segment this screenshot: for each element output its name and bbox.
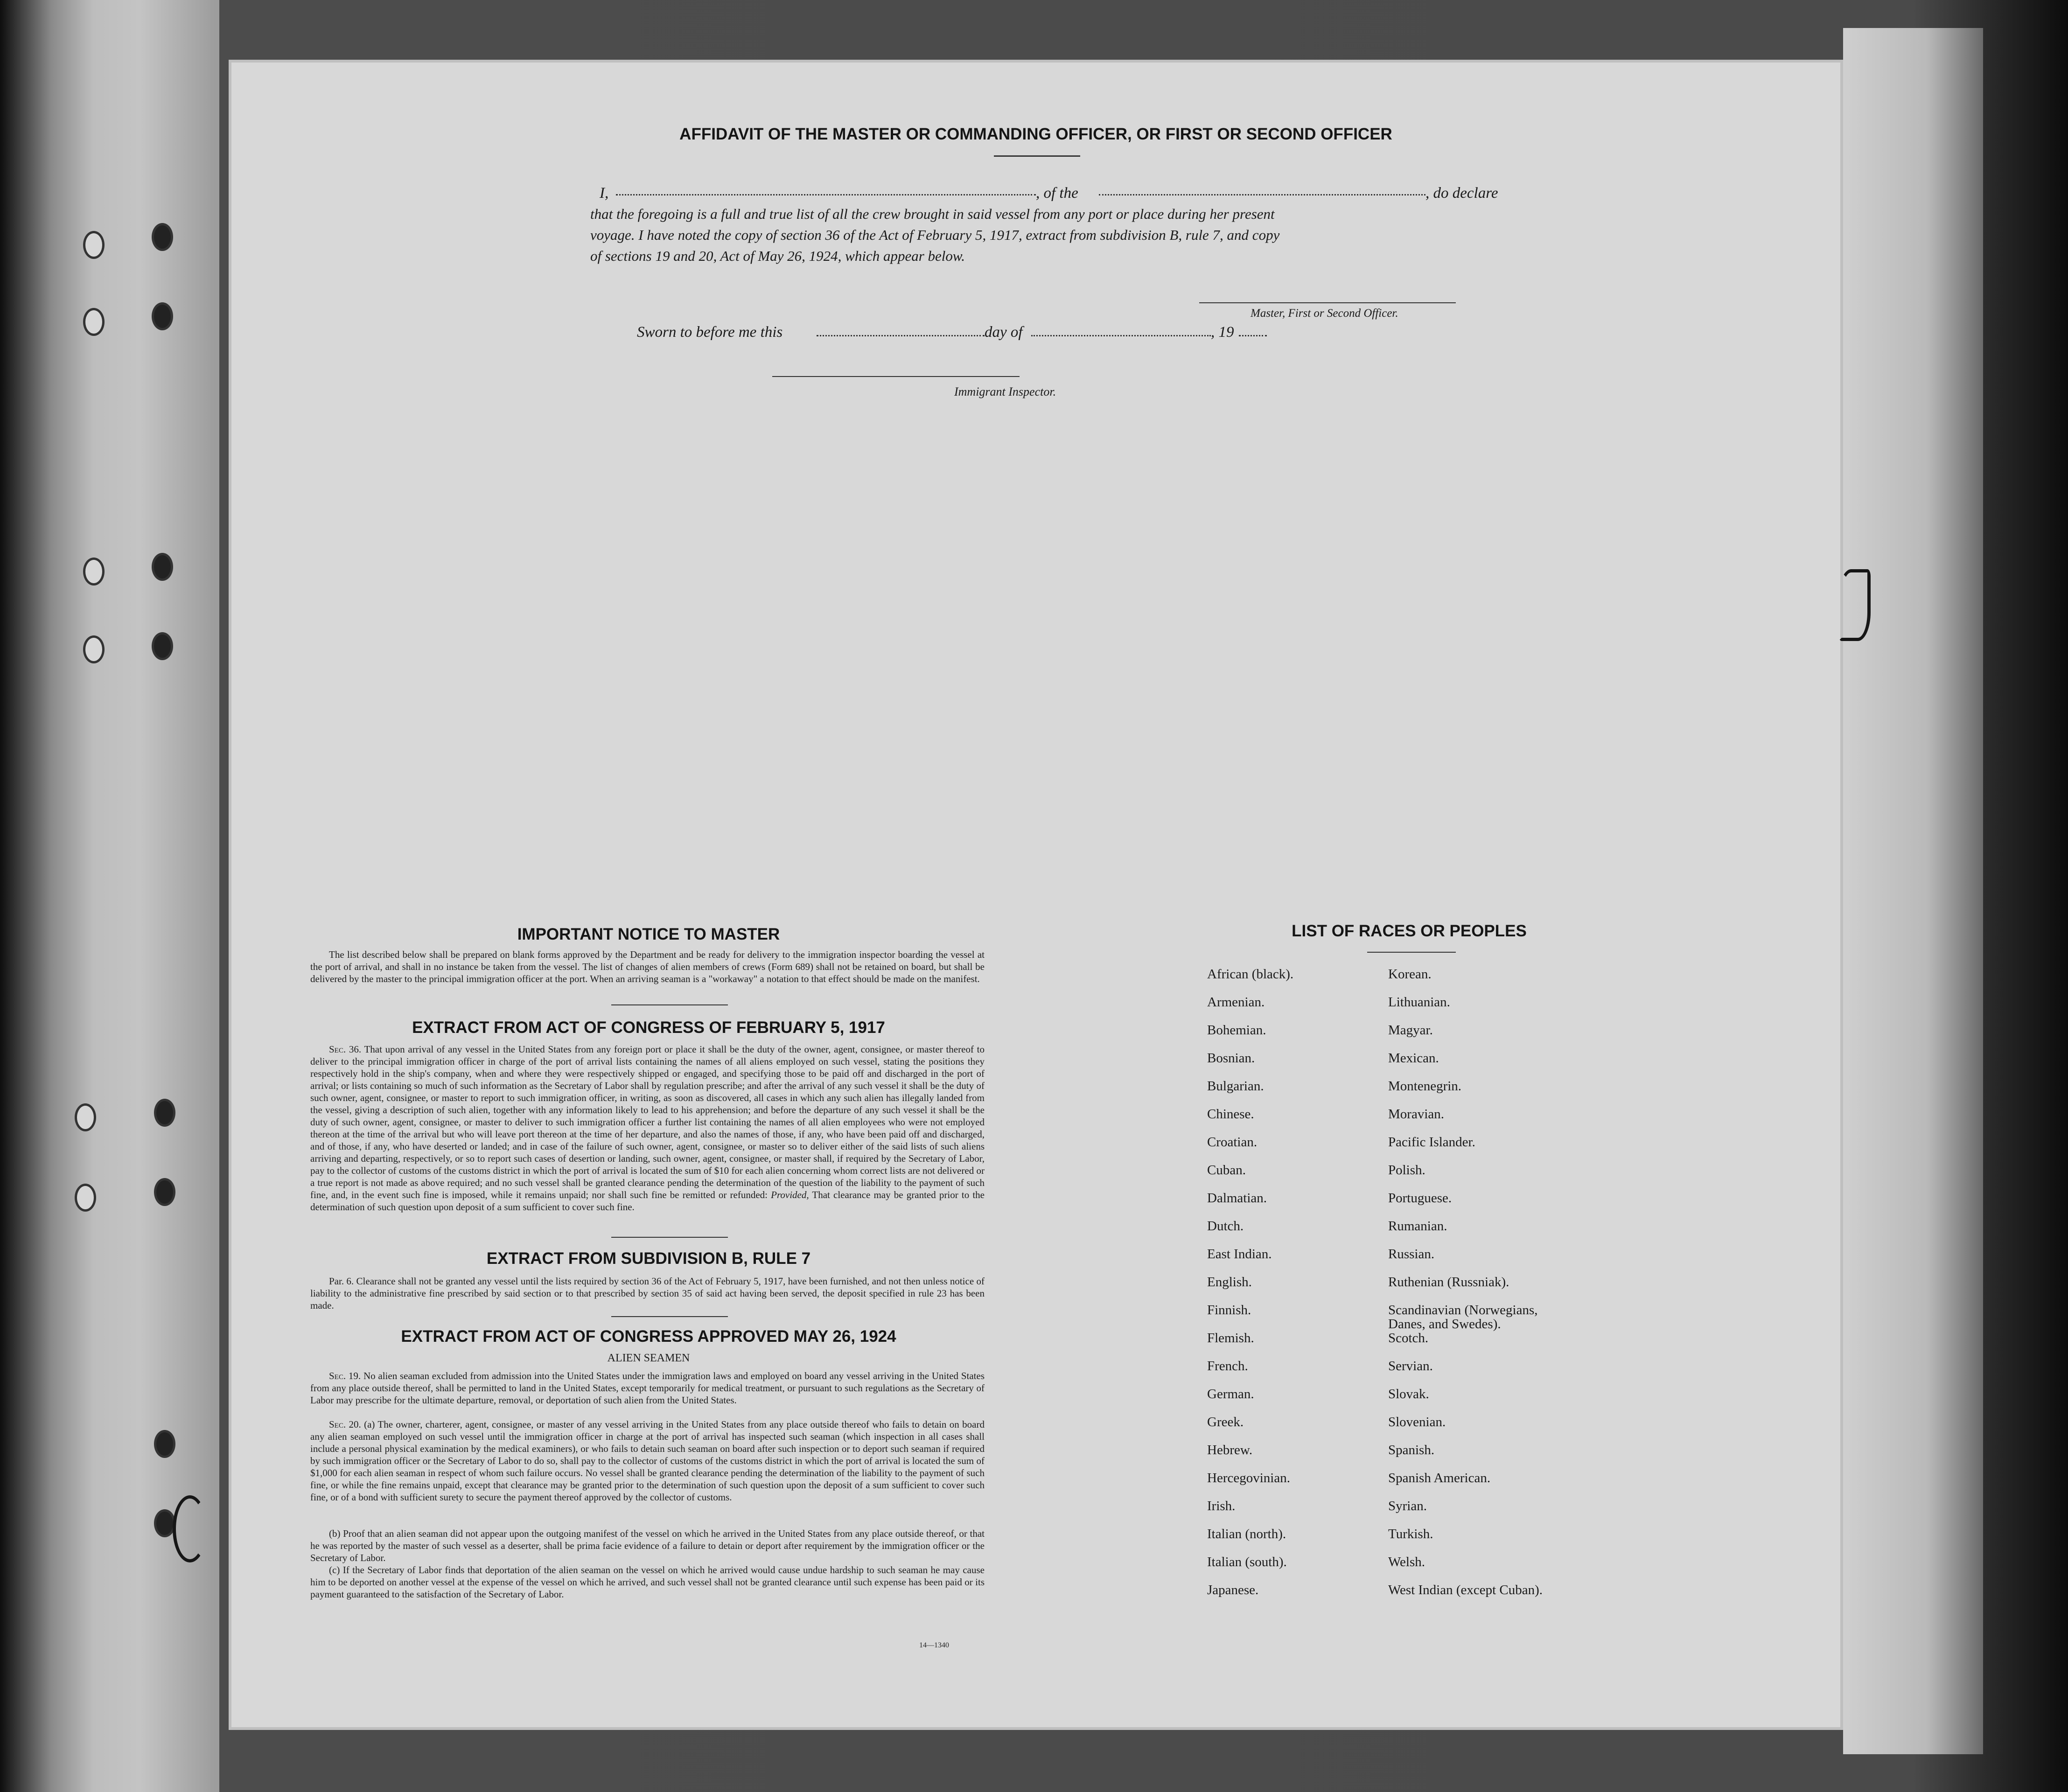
race-item: Japanese. [1207,1583,1259,1597]
divider [611,1004,728,1005]
race-item: Ruthenian (Russniak). [1388,1275,1509,1290]
race-item: French. [1207,1359,1248,1374]
race-item: Spanish American. [1388,1471,1491,1485]
name-blank [616,194,1036,195]
divider [611,1316,728,1317]
sworn-month-blank [1031,335,1211,336]
race-item: Chinese. [1207,1107,1254,1122]
proviso-text: That clearance may be granted prior to the determination of such question upon deposit of a sum sufficient to cover such fine. [310,1189,985,1213]
section-19-text: No alien seaman excluded from admission into the United States under the immigration laws and employed on board any vessel arriving in the United States from any place outside thereof, shall be permitted to land in the United States, except temporarily for medical treatment, or pursuant to such regulations as the Secretary of Labor may prescribe for the ultimate departure, removal, or deportation of such alien from the United States. [310,1370,985,1406]
sworn-day-label: day of [985,324,1023,341]
sworn-year-blank [1239,335,1267,336]
binder-hole [75,1103,96,1131]
race-item: Montenegrin. [1388,1079,1462,1094]
binder-hole [75,1184,96,1212]
race-item: Finnish. [1207,1303,1251,1318]
race-item: Slovenian. [1388,1415,1446,1429]
race-item: West Indian (except Cuban). [1388,1583,1543,1597]
race-item: Moravian. [1388,1107,1444,1122]
races-title: LIST OF RACES OR PEOPLES [1292,922,1527,940]
race-item: Korean. [1388,967,1432,982]
rule7-body: Par. 6. Clearance shall not be granted any vessel until the lists required by section 36 of the Act of February 5, 1917, have been furnished, and not then unless notice of liability to the administrative fine prescribed by said section or to that prescribed by section 35 of said act having been served, the deposit specified in rule 23 has been made. [310,1276,985,1311]
section-label: Sec. 36. [329,1044,362,1055]
race-item: Lithuanian. [1388,995,1450,1010]
race-item: Scotch. [1388,1331,1429,1346]
race-item: East Indian. [1207,1247,1272,1262]
affidavit-line1-end: , do declare [1425,185,1498,202]
race-item: Scandinavian (Norwegians, Danes, and Swedes). [1388,1303,1538,1332]
extract-1924-title: EXTRACT FROM ACT OF CONGRESS APPROVED MAY 26, 1924 [401,1327,896,1346]
race-item: Bulgarian. [1207,1079,1264,1094]
binder-hole [83,558,105,586]
divider [994,155,1080,157]
race-item: German. [1207,1387,1254,1402]
binder-hole [83,231,105,259]
pen-mark [1838,569,1871,641]
binder-hole [152,223,173,251]
extract-1917-body [310,1043,985,1213]
inspector-line [772,376,1020,377]
binder-hole [83,308,105,336]
pen-mark [173,1495,207,1562]
race-item: Servian. [1388,1359,1433,1374]
binder-hole [154,1178,175,1206]
race-item: Dalmatian. [1207,1191,1267,1206]
divider [1367,952,1456,953]
race-item: Flemish. [1207,1331,1254,1346]
race-item: Syrian. [1388,1499,1427,1513]
race-item: English. [1207,1275,1252,1290]
section-36-text: That upon arrival of any vessel in the United States from any foreign port or place it shall be the duty of the owner, agent, consignee, or master thereof to deliver to the principal immigration officer in charge of the port of arrival lists containing the names of all aliens employed on such vessel, stating the positions they respectively hold in the ship's company, when and where they were respectively shipped or engaged, and specifying those to be paid off and discharged in the port of arrival; or lists containing so much of such information as the Secretary of Labor shall by regulation prescribe; and after the arrival of any such vessel it shall be the duty of such owner, agent, consignee, or master to report to such immigration officer, in writing, as soon as discovered, all cases in which any such alien has illegally landed from the vessel, giving a description of such alien, together with any information likely to lead to his apprehension; and before the departure of any such vessel it shall be the duty of such owner, agent, consignee, or master to deliver to such immigration officer a further list containing the names of all alien employees who were not employed thereon at the time of the arrival but who will leave port thereon at the time of her departure, and also the names of those, if any, who have been paid off and discharged, and of those, if any, who have deserted or landed; and in case of the failure of such owner, agent, consignee, or master so to deliver either of the said lists of such aliens arriving and departing, respectively, or so to report such cases of desertion or landing, such owner, agent, consignee, or master shall, if required by the Secretary of Labor, pay to the collector of customs of the customs district in which the port of arrival is located the sum of $10 for each alien concerning whom correct lists are not delivered or a true report is not made as above required; and no such vessel shall be granted clearance pending the determination of the question of the liability to the payment of such fine, and, in the event such fine is imposed, while it remains unpaid; nor shall such fine be remitted or refunded: [310,1044,985,1200]
binder-hole [83,635,105,663]
section-20a-text: (a) The owner, charterer, agent, consignee, or master of any vessel arriving in the United States from any place outside thereof who fails to detain on board any alien seaman employed on such vessel until the immigration officer in charge at the port of arrival has inspected such seaman (which inspection in all cases shall include a personal physical examination by the medical examiners), or who fails to detain such seaman on board after such inspection or to deport such seaman if required by such immigration officer or the Secretary of Labor to do so, shall pay to the collector of customs of the customs district in which the port of arrival is located the sum of $1,000 for each alien seaman in respect of whom such failure occurs. No vessel shall be granted clearance pending the determination of the liability to the payment of such fine, or while the fine remains unpaid, except that clearance may be granted prior to the determination of such question upon the deposit of a sum sufficient to cover such fine, or of a bond with sufficient surety to secure the payment thereof approved by the collector of customs. [310,1419,985,1503]
affidavit-line4: of sections 19 and 20, Act of May 26, 1924, which appear below. [590,248,965,264]
race-item: Bosnian. [1207,1051,1255,1066]
extract-1917-title: EXTRACT FROM ACT OF CONGRESS OF FEBRUARY 5, 1917 [412,1018,885,1037]
race-item: Dutch. [1207,1219,1244,1234]
rule7-title: EXTRACT FROM SUBDIVISION B, RULE 7 [486,1249,811,1268]
race-item: Hercegovinian. [1207,1471,1290,1485]
race-item: Welsh. [1388,1555,1425,1569]
race-item: Polish. [1388,1163,1425,1178]
race-item: Armenian. [1207,995,1265,1010]
form-page [229,60,1843,1730]
binder-hole [154,1430,175,1458]
race-item: Greek. [1207,1415,1244,1429]
affidavit-line2: that the foregoing is a full and true list of all the crew brought in said vessel from any port or place during her present [590,206,1275,222]
vessel-blank [1099,194,1425,195]
section-label: Sec. 20. [329,1419,361,1430]
affidavit-line1-start: I, [600,185,609,202]
race-item: Rumanian. [1388,1219,1447,1234]
signature-line [1199,302,1456,303]
race-item: Italian (south). [1207,1555,1287,1569]
race-item: Hebrew. [1207,1443,1253,1457]
next-page-edge [1843,28,1983,1754]
divider [611,1237,728,1238]
race-item: Russian. [1388,1247,1435,1262]
alien-seamen-subtitle: ALIEN SEAMEN [607,1352,690,1364]
notice-body: The list described below shall be prepared on blank forms approved by the Department and be ready for delivery to the immigration inspector boarding the vessel at the port of arrival, and shall in no instance be taken from the vessel. The list of changes of alien members of crews (Form 689) shall not be retained on board, but shall be delivered by the master to the principal immigration officer at the port. When an arriving seaman is a "workaway" a notation to that effect should be made on the manifest. [310,949,985,984]
race-item: Portuguese. [1388,1191,1452,1206]
binder-hole [152,302,173,330]
affidavit-line3: voyage. I have noted the copy of section 36 of the Act of February 5, 1917, extract from subdivision B, rule 7, and copy [590,227,1280,243]
affidavit-line1-mid: , of the [1036,185,1078,202]
form-number: 14—1340 [919,1641,949,1649]
race-item: Spanish. [1388,1443,1435,1457]
section-label: Sec. 19. [329,1370,361,1381]
race-item: Italian (north). [1207,1527,1286,1541]
race-item: Irish. [1207,1499,1236,1513]
section-20a [310,1418,985,1503]
inspector-caption: Immigrant Inspector. [954,385,1056,398]
section-19 [310,1370,985,1406]
race-item: African (black). [1207,967,1294,982]
race-item: Magyar. [1388,1023,1433,1038]
race-item: Pacific Islander. [1388,1135,1475,1150]
sworn-year-label: , 19 [1211,324,1234,341]
binder-hole [154,1099,175,1127]
proviso-label: Provided, [771,1189,809,1200]
section-20b: (b) Proof that an alien seaman did not appear upon the outgoing manifest of the vessel on which he arrived in the United States from any place outside thereof, or that he was reported by the master of such vessel as a deserter, shall be prima facie evidence of a failure to detain or deport after requirement by the immigration officer or the Secretary of Labor. [310,1528,985,1563]
race-item: Bohemian. [1207,1023,1266,1038]
binder-hole [152,553,173,581]
signature-caption: Master, First or Second Officer. [1251,307,1398,320]
section-20c: (c) If the Secretary of Labor finds that deportation of the alien seaman on the vessel on which he arrived would cause undue hardship to such seaman he may cause him to be deported on another vessel at the expense of the vessel on which he arrived, and such vessel shall not be granted clearance until such expense has been paid or its payment guaranteed to the satisfaction of the Secretary of Labor. [310,1564,985,1600]
race-item: Cuban. [1207,1163,1246,1178]
binder-hole [154,1509,175,1537]
sworn-text: Sworn to before me this [637,324,783,341]
notice-title: IMPORTANT NOTICE TO MASTER [517,925,780,943]
binder-hole [152,632,173,660]
race-item: Mexican. [1388,1051,1439,1066]
race-item: Slovak. [1388,1387,1429,1402]
race-item: Turkish. [1388,1527,1433,1541]
race-item: Croatian. [1207,1135,1258,1150]
affidavit-title: AFFIDAVIT OF THE MASTER OR COMMANDING OFFICER, OR FIRST OR SECOND OFFICER [679,125,1392,143]
sworn-day-blank [817,335,985,336]
